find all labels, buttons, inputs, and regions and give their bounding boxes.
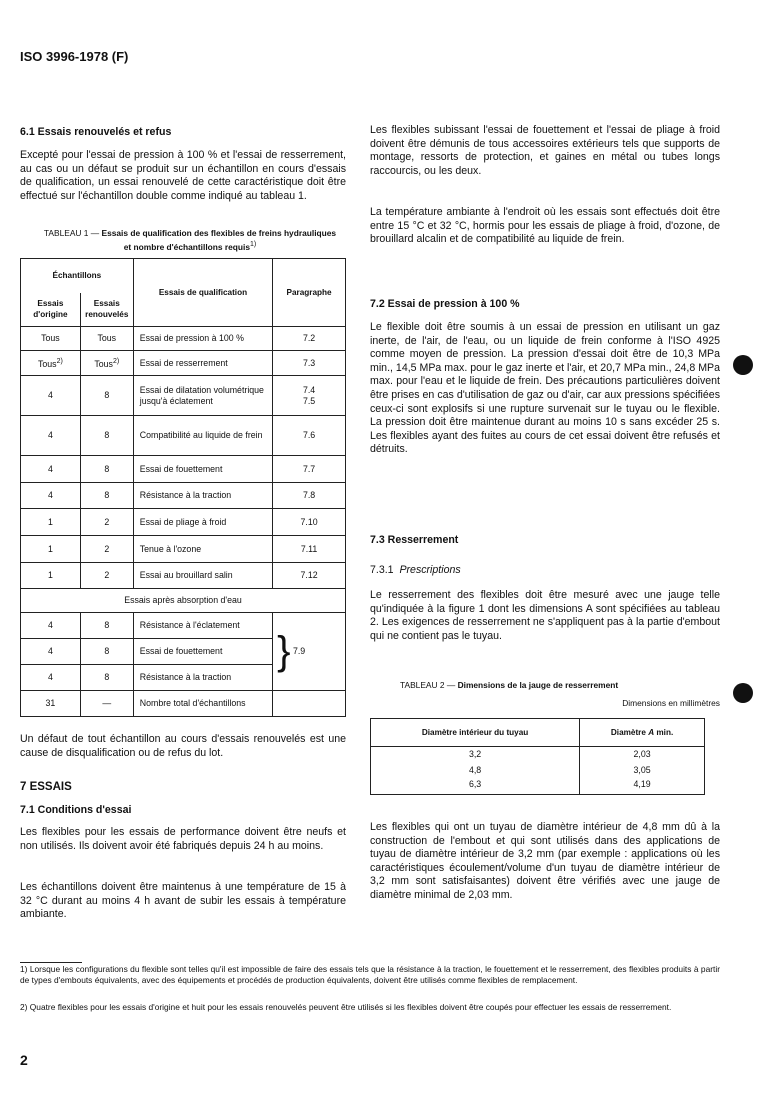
cell-paragraphe bbox=[273, 536, 346, 563]
caption-footnote: 1) bbox=[250, 241, 257, 248]
cell-paragraphe bbox=[273, 416, 346, 456]
after-table-text: Un défaut de tout échantillon au cours d'essais renouvelés est une cause de disqualification ou de refus du lot. bbox=[20, 733, 346, 759]
cell-text: 4 bbox=[47, 390, 53, 400]
h-part: Diamètre bbox=[610, 728, 649, 737]
header-essais: Essais de qualification bbox=[133, 259, 272, 327]
cell-paragraphe bbox=[273, 456, 346, 483]
cell-renouveles: — bbox=[80, 691, 133, 717]
header-diametre-tuyau: Diamètre intérieur du tuyau bbox=[371, 719, 580, 747]
cell-text: 8 bbox=[104, 390, 110, 400]
cell-origine: 31 bbox=[21, 691, 81, 717]
cell-paragraphe bbox=[273, 327, 346, 351]
cell-renouveles bbox=[80, 536, 133, 563]
table-row bbox=[21, 351, 346, 376]
cell-paragraphe bbox=[273, 613, 346, 691]
cell-essai: Essai de pression à 100 % bbox=[133, 327, 272, 351]
section-6-1-text: Excepté pour l'essai de pression à 100 % et l'essai de resserrement, au cas ou un défaut se produit sur un échantillon en cours d'essais de qualification, un essai renouvelé de cette caractéristique doit être effectué sur l'échantillon double comme indiqué au tableau 1. bbox=[20, 149, 346, 202]
table-row bbox=[371, 779, 705, 795]
cell-essai: Résistance à la traction bbox=[133, 483, 272, 509]
cell-origine bbox=[21, 483, 81, 509]
caption-title: Dimensions de la jauge de resserrement bbox=[457, 680, 619, 690]
cell-origine bbox=[21, 351, 81, 376]
cell-renouveles: 8 bbox=[80, 665, 133, 691]
right-p1: Les flexibles subissant l'essai de fouettement et l'essai de pliage à froid doivent être démunis de tous accessoires extérieurs tels que supports de montage, ressorts de protection, et gaines en métal ou tubes longs raccourcis, ou les deux. bbox=[370, 124, 720, 177]
header-paragraphe: Paragraphe bbox=[273, 259, 346, 327]
table-row bbox=[21, 376, 346, 416]
footnote-rule bbox=[20, 962, 82, 963]
cell-renouveles: 8 bbox=[80, 613, 133, 639]
section-6-1-title: 6.1 Essais renouvelés et refus bbox=[20, 126, 172, 138]
cell-text: Tous bbox=[97, 333, 117, 343]
cell-paragraphe bbox=[273, 351, 346, 376]
cell-renouveles bbox=[80, 509, 133, 536]
margin-dot bbox=[733, 683, 753, 703]
cell-text: 7.12 bbox=[300, 570, 318, 580]
section-7-1-p2: Les échantillons doivent être maintenus à une température de 15 à 32 °C durant au moins 4 h avant de subir les essais à température ambiante. bbox=[20, 881, 346, 921]
after-table2-text: Les flexibles qui ont un tuyau de diamètre intérieur de 4,8 mm dû à la construction de l'embout et qui sont utilisés dans des applications de tuyau de diamètre intérieur de 3,2 mm (par exemple : applications où les caractéristiques écoulement/volume d'un tuyau de diamètre intérieur de 3,2 mm sont satisfaisantes) doivent être vérifiés avec une jauge de diamètre minimal de 2,03 mm. bbox=[370, 821, 720, 901]
cell-essai: Essai au brouillard salin bbox=[133, 563, 272, 589]
cell-origine bbox=[21, 327, 81, 351]
cell-renouveles bbox=[80, 351, 133, 376]
cell-text: 4 bbox=[47, 463, 53, 474]
cell-text: 4 bbox=[47, 490, 53, 500]
section-7-3-1-title bbox=[370, 564, 461, 578]
footnote-ref: 2) bbox=[56, 358, 63, 366]
section-7-3-1-text: Le resserrement des flexibles doit être mesuré avec une jauge telle qu'indiquée à la figure 1 dont les dimensions A sont spécifiées au tableau 2. Les exigences de resserrement ne s'appliquent pas à la partie d'embout qui ne contient pas le tuyau. bbox=[370, 589, 720, 642]
cell-text: 7.9 bbox=[292, 645, 306, 656]
cell-origine bbox=[21, 376, 81, 416]
brace-icon: } bbox=[277, 629, 291, 674]
cell-paragraphe bbox=[273, 376, 346, 416]
cell-paragraphe bbox=[273, 563, 346, 589]
cell-essai: Nombre total d'échantillons bbox=[133, 691, 272, 717]
cell-paragraphe bbox=[273, 483, 346, 509]
cell-origine: 4 bbox=[21, 639, 81, 665]
cell-renouveles bbox=[80, 416, 133, 456]
table2-units: Dimensions en millimètres bbox=[622, 698, 720, 708]
table-row bbox=[371, 763, 705, 779]
cell-text: 4 bbox=[47, 430, 53, 440]
subsection-number: 7.3.1 bbox=[370, 564, 394, 576]
header-renouveles: Essais renouvelés bbox=[80, 293, 133, 327]
cell-text: 8 bbox=[104, 490, 110, 500]
table-row bbox=[21, 563, 346, 589]
cell-essai: Résistance à la traction bbox=[133, 665, 272, 691]
section-7-title: 7 ESSAIS bbox=[20, 781, 72, 793]
cell-origine bbox=[21, 536, 81, 563]
cell-a-min: 3,05 bbox=[580, 763, 705, 779]
cell-essai: Résistance à l'éclatement bbox=[133, 613, 272, 639]
cell-a-min: 2,03 bbox=[580, 747, 705, 763]
cell-text: 7.3 bbox=[302, 357, 316, 368]
cell-essai: Essai de pliage à froid bbox=[133, 509, 272, 536]
cell-diametre: 3,2 bbox=[371, 747, 580, 763]
cell-text: 7.8 bbox=[302, 490, 316, 500]
cell-text: 1 bbox=[47, 570, 53, 580]
cell-renouveles: 8 bbox=[80, 639, 133, 665]
cell-text: 7.5 bbox=[302, 395, 316, 406]
footnote-2: 2) Quatre flexibles pour les essais d'origine et huit pour les essais renouvelés peuvent être utilisés si les flexibles doivent être coupés pour effectuer les essais de resserrement. bbox=[20, 1002, 672, 1012]
cell-text: 2 bbox=[104, 543, 110, 554]
cell-text: 7.4 bbox=[302, 384, 316, 395]
table2 bbox=[370, 718, 705, 795]
cell-text: 7.2 bbox=[302, 333, 316, 343]
cell-text: 2 bbox=[104, 516, 110, 527]
table-row bbox=[21, 483, 346, 509]
page-number: 2 bbox=[20, 1052, 28, 1068]
cell-diametre: 6,3 bbox=[371, 779, 580, 795]
caption-label: TABLEAU 1 — bbox=[43, 228, 102, 238]
caption-label: TABLEAU 2 — bbox=[400, 680, 458, 690]
cell-text: 8 bbox=[104, 463, 110, 474]
section-7-1-title: 7.1 Conditions d'essai bbox=[20, 804, 132, 816]
subsection-title: Prescriptions bbox=[399, 564, 461, 576]
header-echantillons: Échantillons bbox=[21, 259, 134, 293]
footnote-1: 1) Lorsque les configurations du flexible sont telles qu'il est impossible de faire des essais tels que la résistance à la traction, le fouettement et le resserrement, des flexibles produits à partir de types d'embouts équivalents, avec des équipements et procédés de production équivalents, doivent être utilisés comme flexibles de remplacement. bbox=[20, 964, 720, 985]
table2-caption bbox=[400, 680, 618, 691]
h-part: min. bbox=[654, 728, 674, 737]
cell-paragraphe bbox=[273, 691, 346, 717]
table1 bbox=[20, 258, 346, 717]
cell-essai: Tenue à l'ozone bbox=[133, 536, 272, 563]
cell-text: 7.7 bbox=[302, 463, 316, 474]
cell-essai: Compatibilité au liquide de frein bbox=[133, 416, 272, 456]
footnote-ref: 2) bbox=[112, 358, 120, 366]
section-7-2-text: Le flexible doit être soumis à un essai de pression en utilisant un gaz inerte, de l'air, de l'eau, ou un liquide de frein conforme à l'ISO 4925 comme moyen de pression. La pression d'essai doit être de 10,3 MPa min., 14,5 MPa max. pour le gaz inerte et l'air, et 20,7 MPa min., 24,8 MPa max. pour l'eau et le liquide de frein. Des précautions particulières doivent être prises en cas d'utilisation de gaz ou d'air, car aux pressions spécifiées ceux-ci sont explosifs si une rupture survenait sur le tuyau ou le flexible. La pression doit être maintenue durant au moins 10 s sans excéder 25 s. Les flexibles ayant des fuites au cours de cet essai doivent être refusés et détruits. bbox=[370, 321, 720, 456]
cell-text: 7.11 bbox=[300, 543, 318, 554]
cell-essai: Essai de fouettement bbox=[133, 456, 272, 483]
cell-origine: 4 bbox=[21, 665, 81, 691]
cell-text: 1 bbox=[47, 543, 53, 554]
cell-text: 7.10 bbox=[300, 516, 318, 527]
table-row bbox=[21, 613, 346, 639]
cell-text: Tous bbox=[94, 358, 113, 369]
cell-renouveles bbox=[80, 376, 133, 416]
table-row bbox=[21, 327, 346, 351]
total-row bbox=[21, 691, 346, 717]
table1-caption bbox=[40, 228, 340, 253]
margin-dot bbox=[733, 355, 753, 375]
cell-renouveles bbox=[80, 563, 133, 589]
cell-essai: Essai de fouettement bbox=[133, 639, 272, 665]
table-row bbox=[21, 456, 346, 483]
cell-essai: Essai de dilatation volumétrique jusqu'à éclatement bbox=[133, 376, 272, 416]
cell-text: 8 bbox=[104, 430, 110, 440]
h-part: A bbox=[648, 728, 655, 737]
cell-origine bbox=[21, 456, 81, 483]
section-row: Essais après absorption d'eau bbox=[21, 589, 346, 613]
header-origine: Essais d'origine bbox=[21, 293, 81, 327]
cell-text: Tous bbox=[41, 333, 60, 343]
table-row bbox=[21, 509, 346, 536]
cell-renouveles bbox=[80, 456, 133, 483]
section-7-2-title: 7.2 Essai de pression à 100 % bbox=[370, 298, 520, 310]
cell-diametre: 4,8 bbox=[371, 763, 580, 779]
cell-text: 7.6 bbox=[302, 430, 316, 440]
caption-title: Essais de qualification des flexibles de freins hydrauliques et nombre d'échantillons requis bbox=[101, 228, 337, 252]
header-diametre-a bbox=[580, 719, 705, 747]
cell-text: 2 bbox=[104, 570, 110, 580]
cell-essai: Essai de resserrement bbox=[133, 351, 272, 376]
cell-origine bbox=[21, 563, 81, 589]
cell-paragraphe bbox=[273, 509, 346, 536]
document-header: ISO 3996-1978 (F) bbox=[20, 49, 129, 64]
table-row bbox=[21, 416, 346, 456]
right-p2: La température ambiante à l'endroit où les essais sont effectués doit être entre 15 °C et 32 °C, hormis pour les essais de pliage à froid, d'ozone, de brouillard alcalin et de compatibilité au liquide de frein. bbox=[370, 206, 720, 246]
cell-a-min: 4,19 bbox=[580, 779, 705, 795]
table-row bbox=[371, 747, 705, 763]
cell-renouveles bbox=[80, 327, 133, 351]
section-7-3-title: 7.3 Resserrement bbox=[370, 534, 459, 546]
table-row bbox=[21, 536, 346, 563]
cell-origine bbox=[21, 416, 81, 456]
cell-text: 1 bbox=[47, 516, 53, 527]
cell-text: Tous bbox=[37, 358, 57, 369]
cell-renouveles bbox=[80, 483, 133, 509]
cell-origine bbox=[21, 509, 81, 536]
section-7-1-p1: Les flexibles pour les essais de performance doivent être neufs et non utilisés. Ils doivent avoir été fabriqués depuis 24 h au moins. bbox=[20, 826, 346, 852]
cell-origine: 4 bbox=[21, 613, 81, 639]
